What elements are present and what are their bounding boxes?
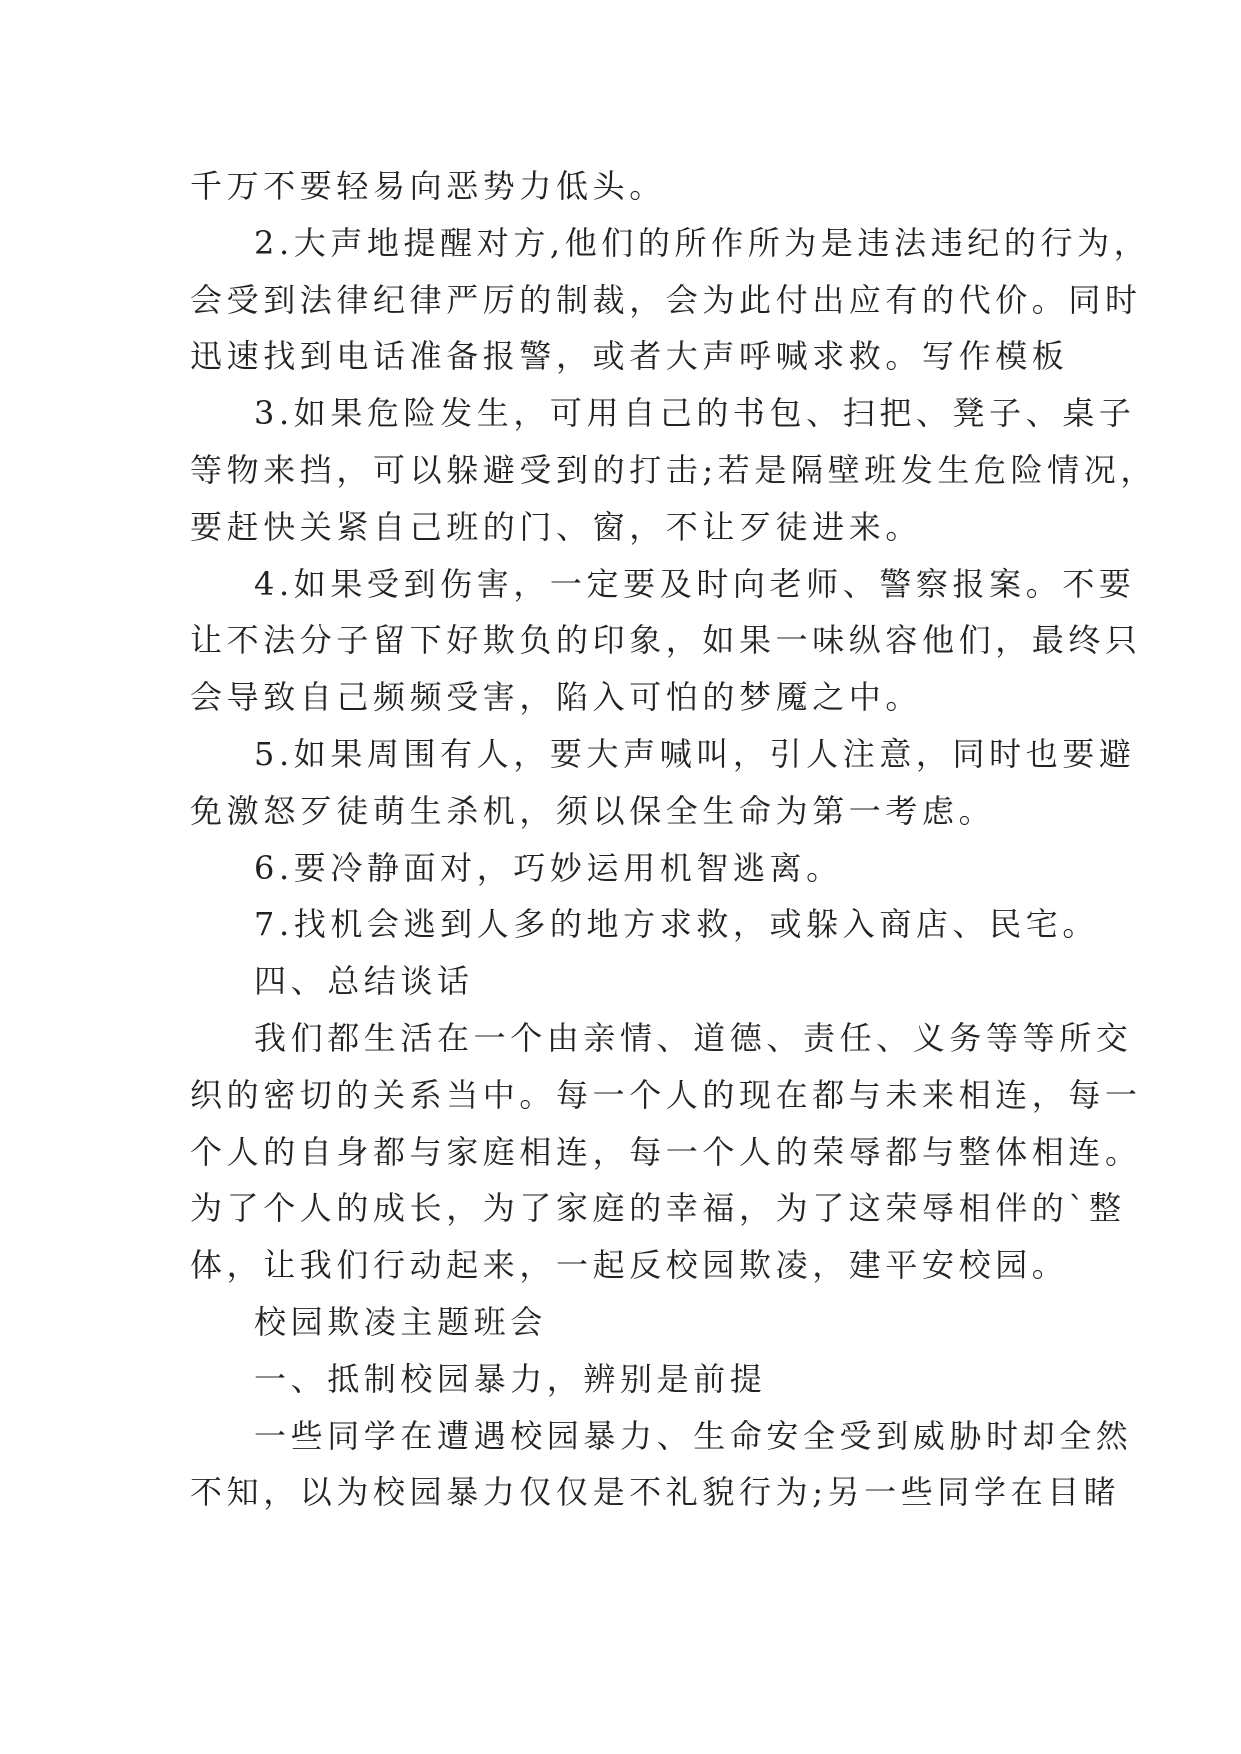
document-body bbox=[190, 158, 1157, 1521]
text-line: 会受到法律纪律严厉的制裁，会为此付出应有的代价。同时 bbox=[190, 280, 1142, 319]
text-line: 7.找机会逃到人多的地方求救，或躲入商店、民宅。 bbox=[254, 905, 1099, 944]
text-line: 要赶快关紧自己班的门、窗，不让歹徒进来。 bbox=[190, 507, 923, 546]
text-line: 个人的自身都与家庭相连，每一个人的荣辱都与整体相连。 bbox=[190, 1132, 1142, 1171]
text-line: 四、总结谈话 bbox=[254, 962, 474, 1001]
text-line: 体，让我们行动起来，一起反校园欺凌，建平安校园。 bbox=[190, 1246, 1069, 1285]
text-line: 织的密切的关系当中。每一个人的现在都与未来相连，每一 bbox=[190, 1075, 1142, 1114]
text-line: 不知，以为校园暴力仅仅是不礼貌行为;另一些同学在目睹 bbox=[190, 1473, 1121, 1512]
text-line: 2.大声地提醒对方,他们的所作所为是违法违纪的行为， bbox=[254, 223, 1151, 262]
text-line: 会导致自己频频受害，陷入可怕的梦魇之中。 bbox=[190, 678, 923, 717]
text-line: 一些同学在遭遇校园暴力、生命安全受到威胁时却全然 bbox=[254, 1416, 1133, 1455]
text-line: 一、抵制校园暴力，辨别是前提 bbox=[254, 1359, 767, 1398]
text-line: 让不法分子留下好欺负的印象，如果一味纵容他们，最终只 bbox=[190, 621, 1142, 660]
text-line: 6.要冷静面对，巧妙运用机智逃离。 bbox=[254, 848, 843, 887]
text-line: 3.如果危险发生，可用自己的书包、扫把、凳子、桌子 bbox=[254, 394, 1136, 433]
text-line: 为了个人的成长，为了家庭的幸福，为了这荣辱相伴的`整 bbox=[190, 1189, 1126, 1228]
text-line: 5.如果周围有人，要大声喊叫，引人注意，同时也要避 bbox=[254, 734, 1136, 773]
text-line: 迅速找到电话准备报警，或者大声呼喊求救。写作模板 bbox=[190, 337, 1069, 376]
text-line: 4.如果受到伤害，一定要及时向老师、警察报案。不要 bbox=[254, 564, 1136, 603]
text-line: 千万不要轻易向恶势力低头。 bbox=[190, 167, 666, 205]
text-line: 等物来挡，可以躲避受到的打击;若是隔壁班发生危险情况， bbox=[190, 450, 1157, 489]
text-line: 校园欺凌主题班会 bbox=[254, 1302, 547, 1341]
text-line: 我们都生活在一个由亲情、道德、责任、义务等等所交 bbox=[254, 1018, 1133, 1057]
text-line: 免激怒歹徒萌生杀机，须以保全生命为第一考虑。 bbox=[190, 791, 996, 830]
